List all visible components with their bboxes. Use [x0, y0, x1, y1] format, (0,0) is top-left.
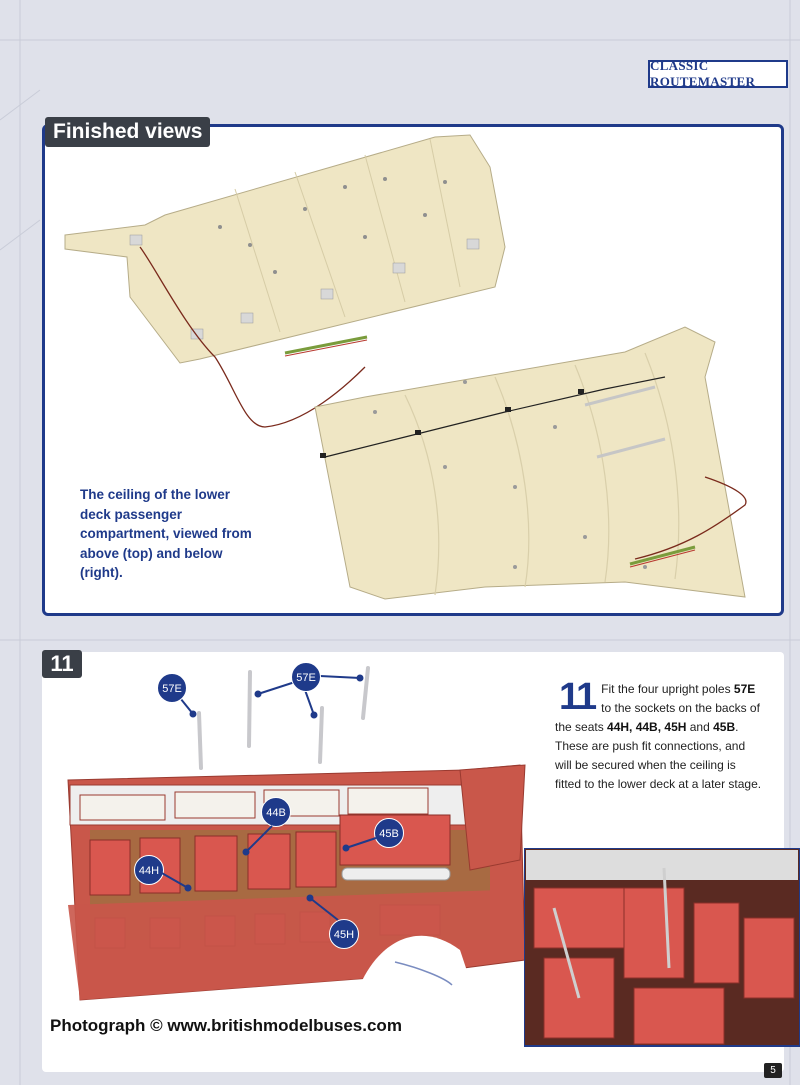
- callout-44b: 44B: [261, 797, 291, 827]
- series-tag: CLASSIC ROUTEMASTER: [648, 60, 788, 88]
- step-text-number: 11: [559, 676, 596, 718]
- callout-45h: 45H: [329, 919, 359, 949]
- callout-57e: 57E: [157, 673, 187, 703]
- step-text-and: and: [686, 720, 714, 734]
- step-text-mid: to the sockets on the backs of the seats: [555, 701, 760, 734]
- finished-views-caption: The ceiling of the lower deck passenger compartment, viewed from above (top) and below (right).: [80, 487, 252, 580]
- page-number: 5: [764, 1063, 782, 1078]
- callout-45b: 45B: [374, 818, 404, 848]
- part-57e: 57E: [733, 682, 756, 696]
- photo-credit: Photograph © www.britishmodelbuses.com: [50, 1016, 402, 1035]
- callout-57e: 57E: [291, 662, 321, 692]
- seat-list: 44H, 44B, 45H: [607, 720, 687, 734]
- seat-last: 45B: [713, 720, 736, 734]
- step-text-tail: . These are push fit connections, and will be secured when the ceiling is fitted to the lower deck at a later stage.: [555, 720, 762, 791]
- step-text-lead: Fit the four upright poles: [601, 682, 734, 696]
- step-number-badge: 11: [42, 650, 82, 678]
- step-instructions: [555, 676, 765, 794]
- callout-44h: 44H: [134, 855, 164, 885]
- finished-views-title: Finished views: [45, 117, 210, 147]
